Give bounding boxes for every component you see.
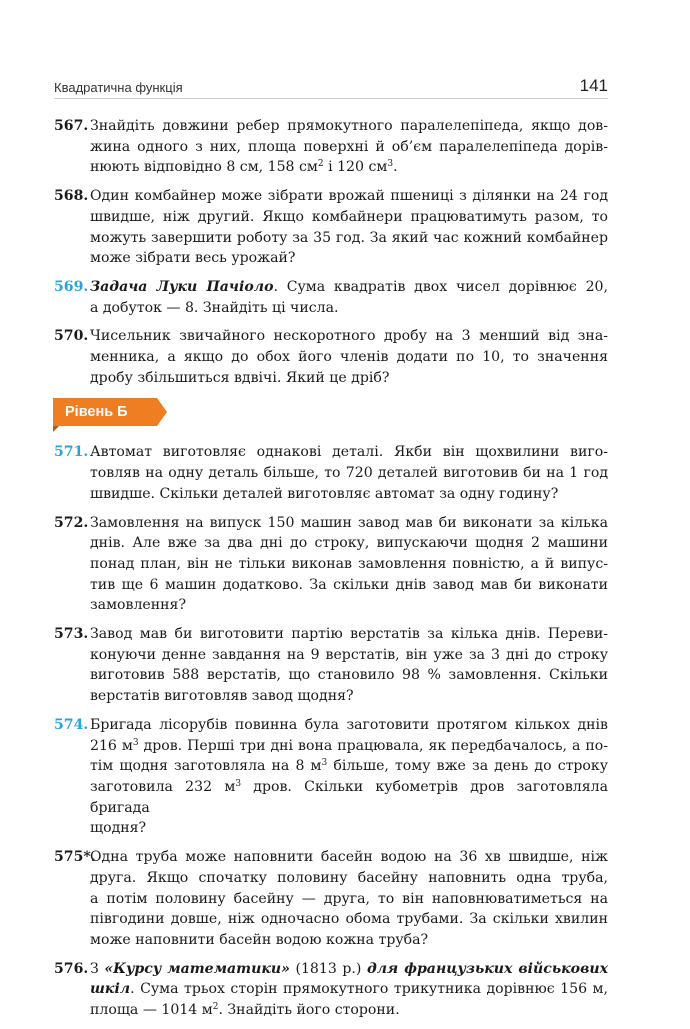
superscript: 3 [235,778,242,789]
problem-570 [54,326,608,388]
problem-text-line: понад план, він не тільки виконав замовлення повністю, а й випус- [90,555,608,572]
superscript: 3 [321,758,328,769]
running-header [54,76,608,99]
text-fragment: . Знайдіть його сторони. [218,1002,400,1019]
superscript: 3 [132,737,139,748]
text-fragment: дров. Скільки кубометрів дров заготовляла бригада [90,778,609,816]
text-fragment: дров. Перші три дні вона працювала, як передбачалось, а по- [138,737,608,754]
problem-text-line: Один комбайнер може зібрати врожай пшениці з ділянки на 24 год [90,188,608,205]
problem-text-line: Чисельник звичайного нескоротного дробу на 3 менший від зна- [90,328,608,345]
problem-text-line: півгодини довше, ніж одночасно обома трубами. За скільки хвилин [90,911,608,928]
problem-text-line: а добуток — 8. Знайдіть ці числа. [90,299,339,316]
problem-text-line: менника, а якщо до обох його членів додати по 10, то значення [90,349,608,366]
problem-text-line [90,959,608,980]
level-badge-fold [53,426,59,432]
problem-text-line: Завод мав би виготовити партію верстатів за кілька днів. Переви- [90,626,608,643]
text-fragment: З [90,960,105,977]
problem-text-line: швидше, ніж другий. Якщо комбайнери працюватимуть разом, то [90,208,608,225]
chapter-title: Квадратична функція [54,80,183,95]
source-note: для французьких військових [366,960,608,977]
problem-text-line: днів. Але вже за два дні до строку, випускаючи щодня 2 машини [90,535,608,552]
problem-text-line: можуть завершити роботу за 35 год. За який час кожний комбайнер [90,229,608,246]
problem-number: 568. [54,188,89,205]
superscript: 2 [317,159,324,170]
problem-text-line [90,277,608,298]
problem-text-line: Автомат виготовляє однакові деталі. Якби він щохвилини виго- [90,444,608,461]
problem-text-line [90,1000,608,1021]
problem-text-line: а потім половину басейну — друга, то він наповнюватиметься на [90,890,608,907]
problem-text-line: Знайдіть довжини ребер прямокутного паралелепіпеда, якщо дов- [90,118,608,134]
problem-574 [54,715,608,839]
problem-text-line [90,979,608,1000]
text-fragment: 216 м [90,737,133,754]
problem-number: 574. [54,716,89,733]
problem-number: 573. [54,626,89,643]
problem-number: 576. [54,960,89,977]
problem-text-line: жина одного з них, площа поверхні й об’єм паралелепіпеда дорів- [90,138,608,155]
problem-text-line [90,736,608,757]
superscript: 3 [387,159,394,170]
problem-569 [54,277,608,318]
superscript: 2 [212,1002,219,1013]
problem-text-line [90,157,608,178]
problem-text-line [90,756,608,777]
problem-number: 567. [54,118,89,134]
problem-text-line: товляв на одну деталь більше, то 720 деталей виготовив би на 1 год [90,465,608,482]
problem-573 [54,624,608,707]
problem-number: 571. [54,444,89,461]
text-fragment: (1813 р.) [289,960,367,977]
problem-text-line: Бригада лісорубів повинна була заготовити протягом кількох днів [90,716,608,733]
problem-number: 575*. [54,849,96,866]
problem-text-line [90,777,608,818]
page-number: 141 [579,76,608,95]
problem-text-line: виготовив 588 верстатів, що становило 98 % замовлення. Скільки [90,667,608,684]
page-content [54,116,608,1029]
problem-title: Задача Луки Пачіоло [90,278,274,295]
problem-text-line: Одна труба може наповнити басейн водою на 36 хв швидше, ніж [90,849,608,866]
problem-568 [54,186,608,269]
level-badge: Рівень Б [53,398,157,426]
text-fragment: площа — 1014 м [90,1002,213,1019]
problem-text-line: дробу збільшиться вдвічі. Який це дріб? [90,369,390,386]
problem-text-line: може зібрати весь урожай? [90,250,296,267]
problem-572 [54,513,608,617]
problem-text-line: щодня? [90,820,147,837]
problem-567 [54,116,608,178]
source-note: шкіл [90,981,131,998]
problem-text-line: верстатів виготовляв завод щодня? [90,688,354,705]
problem-575 [54,847,608,951]
text-fragment: . Сума трьох сторін прямокутного трикутника дорівнює 156 м, [130,981,608,998]
problem-text-line: тив ще 6 машин додатково. За скільки днів завод мав би виконати [90,576,608,593]
text-fragment: . Сума квадратів двох чисел дорівнює 20, [273,278,608,295]
text-fragment: нюють відповідно 8 см, 158 см [90,159,318,176]
problem-text-line: замовлення? [90,597,186,614]
problem-text-line: може наповнити басейн водою кожна труба? [90,931,429,948]
text-fragment: тім щодня заготовляла на 8 м [90,758,322,775]
problem-number: 569. [54,278,89,295]
text-fragment: . [393,159,398,176]
problem-571 [54,442,608,504]
text-fragment: і 120 см [323,159,388,176]
problem-text-line: конуючи денне завдання на 9 верстатів, він уже за 3 дні до строку [90,646,608,663]
text-fragment: заготовила 232 м [90,778,236,795]
problem-text-line: друга. Якщо спочатку половину басейну наповнить одна труба, [90,869,608,886]
problem-number: 572. [54,514,89,531]
level-b-heading [53,398,608,428]
text-fragment: більше, тому вже за день до строку [327,758,608,775]
problem-576 [54,959,608,1021]
problem-text-line: Замовлення на випуск 150 машин завод мав би виконати за кілька [90,514,608,531]
problem-text-line: швидше. Скільки деталей виготовляє автомат за одну годину? [90,485,559,502]
problem-number: 570. [54,328,89,345]
book-title: «Курсу математики» [104,960,290,977]
